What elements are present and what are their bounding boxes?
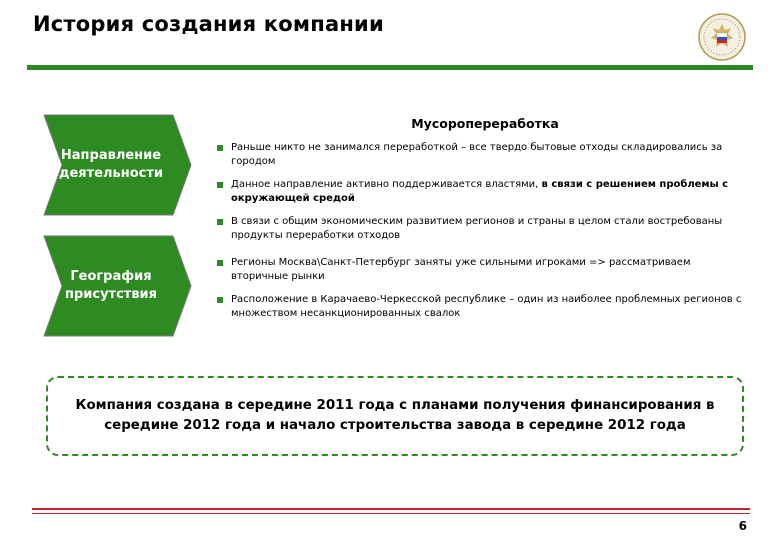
chevron-geography — [43, 235, 173, 337]
list-item: Регионы Москва\Санкт-Петербург заняты уже сильными игроками => рассматриваем вторичные рынки — [217, 256, 747, 284]
list-item: Расположение в Карачаево-Черкесской республике – один из наиболее проблемных регионов с множеством несанкционированных свалок — [217, 293, 747, 321]
summary-text: Компания создана в середине 2011 года с планами получения финансирования в середине 2012 года и начало строительства завода в середине 2012 года — [75, 398, 715, 433]
footer-divider-thick — [32, 508, 750, 510]
chevron-activity — [43, 114, 173, 216]
page-number: 6 — [738, 519, 747, 533]
footer-divider-thin — [32, 513, 750, 514]
slide-title: История создания компании — [33, 12, 384, 36]
list-item: Данное направление активно поддерживается властями, в связи с решением проблемы с окружающей средой — [217, 178, 747, 206]
activity-heading: Мусоропереработка — [411, 116, 559, 131]
bullet-square-icon — [217, 182, 223, 188]
summary-callout — [46, 376, 744, 456]
list-item: Раньше никто не занимался переработкой – все твердо бытовые отходы складировались за городом — [217, 141, 747, 169]
chevron-activity-label: Направление деятельности — [58, 148, 164, 181]
header-divider — [27, 65, 753, 70]
bullet-square-icon — [217, 219, 223, 225]
bullet-square-icon — [217, 297, 223, 303]
bullet-square-icon — [217, 260, 223, 266]
chevron-geography-label: География присутствия — [64, 269, 158, 302]
bullet-square-icon — [217, 145, 223, 151]
activity-bullet-list — [217, 141, 747, 252]
geography-bullet-list — [217, 256, 747, 330]
list-item: В связи с общим экономическим развитием регионов и страны в целом стали востребованы продукты переработки отходов — [217, 215, 747, 243]
emblem-icon — [697, 12, 747, 62]
